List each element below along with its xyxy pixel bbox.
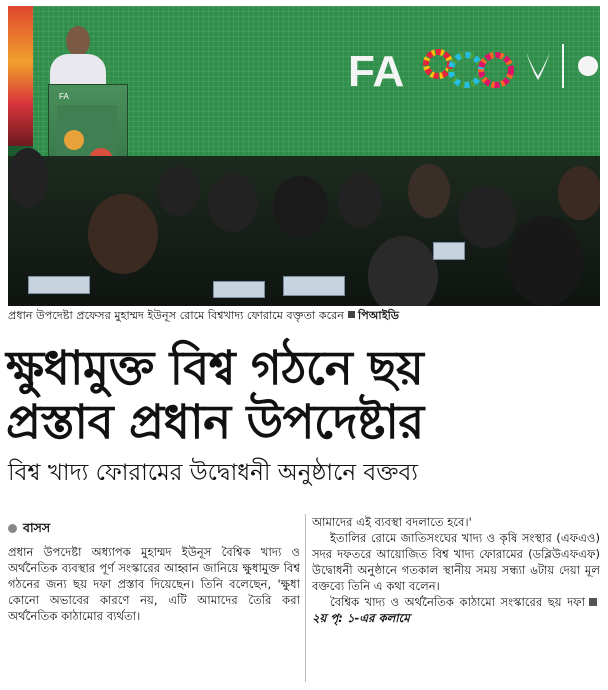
stage-screen-color-strip	[8, 6, 33, 146]
subheadline: বিশ্ব খাদ্য ফোরামের উদ্বোধনী অনুষ্ঠানে বক্তব্য	[8, 460, 418, 486]
wheat-emblem-icon	[526, 52, 550, 80]
photo-credit: পিআইডি	[358, 309, 400, 322]
byline	[8, 520, 300, 536]
byline-dot-icon	[8, 524, 17, 533]
photo-caption	[8, 308, 600, 324]
laptop	[213, 281, 265, 298]
article-last-text: বৈশ্বিক খাদ্য ও অর্থনৈতিক কাঠামো সংস্কারের ছয় দফা	[330, 595, 585, 609]
svg-text:FA: FA	[59, 92, 69, 101]
fao-80-ring-icon	[426, 52, 511, 85]
laptop	[433, 242, 465, 260]
speaker-head	[66, 26, 90, 56]
article-paragraph-last	[312, 594, 600, 626]
article-paragraph: প্রধান উপদেষ্টা অধ্যাপক মুহাম্মদ ইউনূস বৈশ্বিক খাদ্য ও অর্থনৈতিক ব্যবস্থার পূর্ণ সংস্কারের আহ্বান জানিয়ে ক্ষুধামুক্ত বিশ্ব গঠনের জন্য ছয় দফা প্রস্তাব দিয়েছেন। তিনি বলেছেন, 'ক্ষুধা কোনো অভাবের কারণে নয়, এটি আমাদের তৈরি করা অর্থনৈতিক কাঠামোর ব্যর্থতা।	[8, 545, 300, 623]
news-photo	[8, 6, 600, 306]
jump-square-icon	[589, 598, 597, 606]
article-column-right	[312, 514, 600, 626]
headline	[6, 342, 602, 450]
audience	[8, 156, 600, 306]
fao-logo-text: FA	[348, 47, 405, 96]
headline-line-2: প্রস্তাব প্রধান উপদেষ্টার	[6, 395, 424, 450]
byline-source: বাসস	[23, 520, 51, 535]
article-quote-end: আমাদের এই ব্যবস্থা বদলাতে হবে।'	[312, 515, 472, 529]
un-emblem-icon	[578, 56, 598, 76]
laptop	[283, 276, 345, 296]
continued-on-link[interactable]: ২য় পৃ: ১-এর কলামে	[312, 611, 410, 625]
caption-square-icon	[348, 311, 355, 318]
laptop	[28, 276, 90, 294]
caption-text: প্রধান উপদেষ্টা প্রফেসর মুহাম্মদ ইউনূস রোমে বিশ্বখাদ্য ফোরামে বক্তৃতা করেন	[8, 309, 344, 322]
column-divider	[305, 514, 306, 682]
article-paragraph: ইতালির রোমে জাতিসংঘের খাদ্য ও কৃষি সংস্থার (এফএও) সদর দফতরে আয়োজিত বিশ্ব খাদ্য ফোরামের (ডব্লিউএফএফ) উদ্বোধনী অনুষ্ঠানে গতকাল স্থানীয় সময় সন্ধ্যা ৬টায় দেয়া মূল বক্তব্যে তিনি এ কথা বলেন।	[312, 531, 600, 593]
logo-divider	[562, 44, 564, 88]
fao-logo	[348, 34, 598, 104]
article-column-left	[8, 520, 300, 624]
headline-line-1: ক্ষুধামুক্ত বিশ্ব গঠনে ছয়	[6, 341, 424, 396]
